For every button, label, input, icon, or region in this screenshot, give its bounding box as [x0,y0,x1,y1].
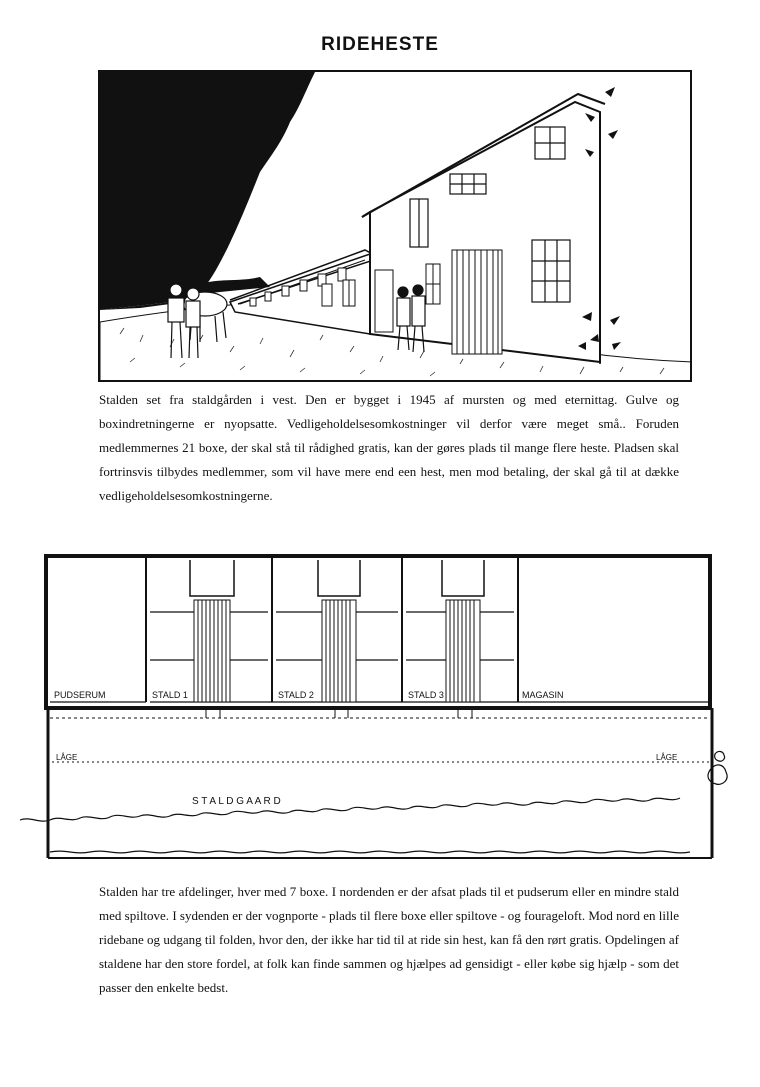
stable-sketch-drawing [100,72,692,382]
label-magasin: MAGASIN [522,690,564,700]
page-title: RIDEHESTE [321,34,439,55]
floor-plan-drawing [10,540,750,870]
label-laage-right: LÅGE [656,753,678,762]
label-pudserum: PUDSERUM [54,690,106,700]
stable-sketch-illustration [98,70,692,382]
label-stald-1: STALD 1 [152,690,188,700]
label-staldgaard: S T A L D G A A R D [192,796,281,807]
description-text: Stalden har tre afdelinger, hver med 7 boxe. I nordenden er der afsat plads til et pudserum eller en mindre stald med spiltove. I sydenden er der vognporte - plads til flere boxe eller spiltove - og fourageloft. Mod nord en lille ridebane og udgang til folden, hvor den, der ikke har tid til at ride sin hest, kan få den rørt gratis. Opdelingen af staldene har den store fordel, at folk kan finde sammen og hjælpes ad gensidigt - eller købe sig hjælp - som det passer den enkelte bedst. [99,884,679,995]
floor-plan [10,540,750,870]
sketch-caption: Stalden set fra staldgården i vest. Den er bygget i 1945 af mursten og med eternittag. Gulve og boxindretningerne er nyopsatte. Vedligeholdelsesomkostninger vil derfor være meget små.. Foruden medlemmernes 21 boxe, der skal stå til rådighed gratis, kan der gøres plads til mange flere heste. Pladsen skal fortrinsvis tilbydes medlemmer, som vil have mere end een hest, men mod betaling, der skal gå til at dække vedligeholdelsesomkostningerne. [99,392,679,503]
label-laage-left: LÅGE [56,753,78,762]
label-stald-2: STALD 2 [278,690,314,700]
label-stald-3: STALD 3 [408,690,444,700]
